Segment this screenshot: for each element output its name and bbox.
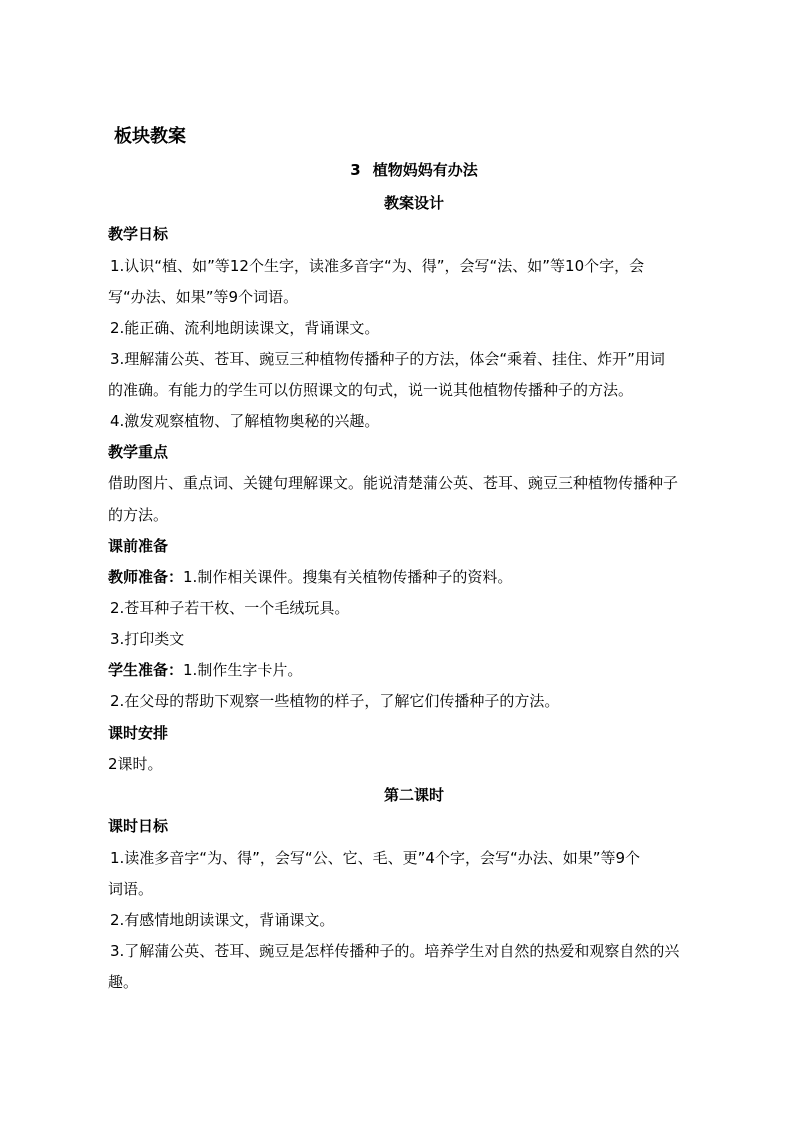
- lesson-title-line: [0, 160, 794, 180]
- period-title: 第二课时: [383, 786, 444, 804]
- period-objectives-heading: 课时日标: [108, 817, 169, 835]
- student-prep-label: 学生准备：: [108, 661, 184, 679]
- period-objective-line: 词语。: [108, 880, 154, 898]
- period-objective-line: 3.了解蒲公英、苍耳、豌豆是怎样传播种子的。培养学生对自然的热爱和观察自然的兴: [110, 942, 680, 960]
- preparation-heading: 课前准备: [108, 537, 169, 555]
- teacher-prep-line: [108, 567, 512, 587]
- section-title: 板块教案: [114, 126, 186, 147]
- key-points-line: 的方法。: [108, 506, 169, 524]
- teacher-prep-item: 3.打印类文: [110, 630, 185, 648]
- schedule-heading: 课时安排: [108, 724, 169, 742]
- key-points-line: 借助图片、重点词、关键句理解课文。能说清楚蒲公英、苍耳、豌豆三种植物传播种子: [108, 474, 679, 492]
- student-prep-line: [108, 660, 302, 680]
- objective-line: 3.理解蒲公英、苍耳、豌豆三种植物传播种子的方法，体会“乘着、挂住、炸开”用词: [110, 350, 665, 368]
- lesson-title: 植物妈妈有办法: [372, 161, 478, 179]
- teacher-prep-item: 2.苍耳种子若干枚、一个毛绒玩具。: [110, 599, 350, 617]
- key-points-heading: 教学重点: [108, 443, 169, 461]
- student-prep-item: 1.制作生字卡片。: [183, 661, 303, 679]
- teacher-prep-label: 教师准备：: [108, 568, 184, 586]
- design-title: 教案设计: [383, 194, 444, 212]
- objectives-heading: 教学日标: [108, 225, 169, 243]
- objective-line: 的准确。有能力的学生可以仿照课文的句式，说一说其他植物传播种子的方法。: [108, 381, 634, 399]
- period-objective-line: 2.有感情地朗读课文，背诵课文。: [110, 911, 335, 929]
- student-prep-item: 2.在父母的帮助下观察一些植物的样子，了解它们传播种子的方法。: [110, 692, 560, 710]
- period-objective-line: 趣。: [108, 973, 139, 991]
- objective-line: 2.能正确、流利地朗读课文，背诵课文。: [110, 319, 380, 337]
- teacher-prep-item: 1.制作相关课件。搜集有关植物传播种子的资料。: [183, 568, 513, 586]
- objective-line: 4.激发观察植物、了解植物奥秘的兴趣。: [110, 412, 380, 430]
- lesson-number: 3: [350, 161, 361, 179]
- objective-line: 1.认识“植、如”等12个生字，读准多音字“为、得”，会写“法、如”等10个字，会: [110, 257, 645, 275]
- period-objective-line: 1.读准多音字“为、得”，会写“公、它、毛、更”4个字，会写“办法、如果”等9个: [110, 849, 641, 867]
- objective-line: 写“办法、如果”等9个词语。: [108, 288, 299, 306]
- schedule-text: 2课时。: [108, 755, 163, 773]
